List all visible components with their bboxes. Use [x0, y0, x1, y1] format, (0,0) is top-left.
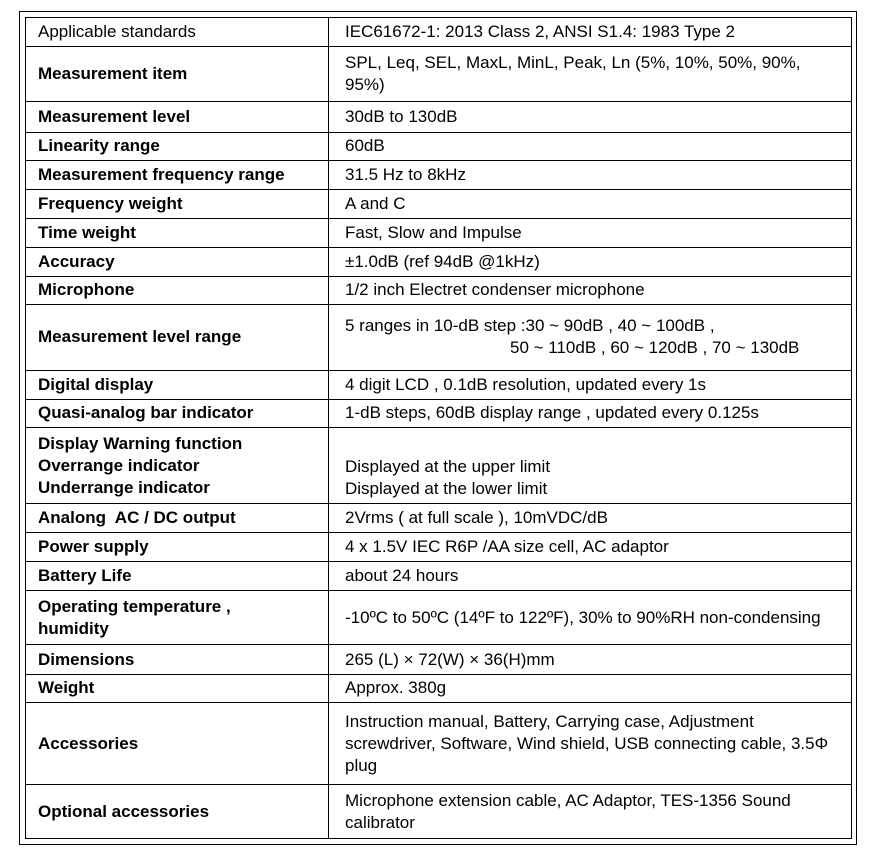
table-row [26, 247, 852, 276]
spec-label: Measurement level range [26, 305, 329, 370]
spec-label: Time weight [26, 219, 329, 247]
spec-value: about 24 hours [329, 561, 852, 590]
spec-label: Weight [26, 674, 329, 702]
spec-label: Dimensions [26, 645, 329, 674]
spec-label [26, 427, 329, 504]
spec-value [329, 305, 852, 370]
spec-label: Battery Life [26, 561, 329, 590]
table-row [26, 504, 852, 532]
spec-value-line: Displayed at the upper limit [345, 456, 551, 476]
spec-value-line: 5 ranges in 10-dB step :30 ~ 90dB , 40 ~ 100dB , [345, 316, 715, 336]
table-row [26, 427, 852, 504]
table-row [26, 561, 852, 590]
spec-label-line: Operating temperature , [38, 596, 231, 616]
spacer [345, 432, 843, 456]
spec-label: Optional accessories [26, 785, 329, 839]
spec-value: ±1.0dB (ref 94dB @1kHz) [329, 247, 852, 276]
table-row [26, 101, 852, 132]
spec-label-line: Overrange indicator [38, 455, 200, 475]
spec-value: 4 digit LCD , 0.1dB resolution, updated every 1s [329, 370, 852, 399]
table-row [26, 399, 852, 427]
spec-label: Power supply [26, 532, 329, 561]
spec-value: SPL, Leq, SEL, MaxL, MinL, Peak, Ln (5%, 10%, 50%, 90%, 95%) [329, 47, 852, 101]
table-row [26, 132, 852, 160]
table-row [26, 47, 852, 101]
spec-value: Approx. 380g [329, 674, 852, 702]
spec-label: Microphone [26, 276, 329, 304]
spec-label: Linearity range [26, 132, 329, 160]
specifications-table [25, 17, 852, 839]
table-row [26, 305, 852, 370]
spec-label [26, 591, 329, 645]
spec-value: A and C [329, 190, 852, 219]
spec-value: Instruction manual, Battery, Carrying case, Adjustment screwdriver, Software, Wind shield, USB connecting cable, 3.5Φ plug [329, 702, 852, 785]
spec-value-line: Displayed at the lower limit [345, 478, 548, 498]
table-row [26, 674, 852, 702]
spec-label: Accuracy [26, 247, 329, 276]
table-row [26, 219, 852, 247]
spec-value: 1/2 inch Electret condenser microphone [329, 276, 852, 304]
spec-value: 265 (L) × 72(W) × 36(H)mm [329, 645, 852, 674]
spec-label: Frequency weight [26, 190, 329, 219]
spec-label: Accessories [26, 702, 329, 785]
spec-label: Measurement item [26, 47, 329, 101]
table-row [26, 370, 852, 399]
spec-value-line: 50 ~ 110dB , 60 ~ 120dB , 70 ~ 130dB [510, 338, 800, 358]
spec-value [329, 427, 852, 504]
spec-label: Quasi-analog bar indicator [26, 399, 329, 427]
spec-value: 2Vrms ( at full scale ), 10mVDC/dB [329, 504, 852, 532]
spec-label: Measurement frequency range [26, 161, 329, 190]
table-row [26, 591, 852, 645]
table-row [26, 702, 852, 785]
table-row [26, 190, 852, 219]
spec-label-line: Display Warning function [38, 433, 243, 453]
spec-label: Measurement level [26, 101, 329, 132]
spec-value: Fast, Slow and Impulse [329, 219, 852, 247]
spec-label: Analong AC / DC output [26, 504, 329, 532]
spec-value: -10ºC to 50ºC (14ºF to 122ºF), 30% to 90%RH non-condensing [329, 591, 852, 645]
table-row [26, 532, 852, 561]
table-row [26, 18, 852, 47]
spec-value: 30dB to 130dB [329, 101, 852, 132]
table-row [26, 276, 852, 304]
table-row [26, 785, 852, 839]
table-row [26, 645, 852, 674]
spec-label: Digital display [26, 370, 329, 399]
spec-value: Microphone extension cable, AC Adaptor, TES-1356 Sound calibrator [329, 785, 852, 839]
spec-label-line: Underrange indicator [38, 477, 210, 497]
spec-value: 4 x 1.5V IEC R6P /AA size cell, AC adaptor [329, 532, 852, 561]
table-row [26, 161, 852, 190]
spec-value: 60dB [329, 132, 852, 160]
spec-value: IEC61672-1: 2013 Class 2, ANSI S1.4: 1983 Type 2 [329, 18, 852, 47]
spec-value: 31.5 Hz to 8kHz [329, 161, 852, 190]
spec-label-line: humidity [38, 618, 109, 638]
spec-label: Applicable standards [26, 18, 329, 47]
spec-value: 1-dB steps, 60dB display range , updated every 0.125s [329, 399, 852, 427]
